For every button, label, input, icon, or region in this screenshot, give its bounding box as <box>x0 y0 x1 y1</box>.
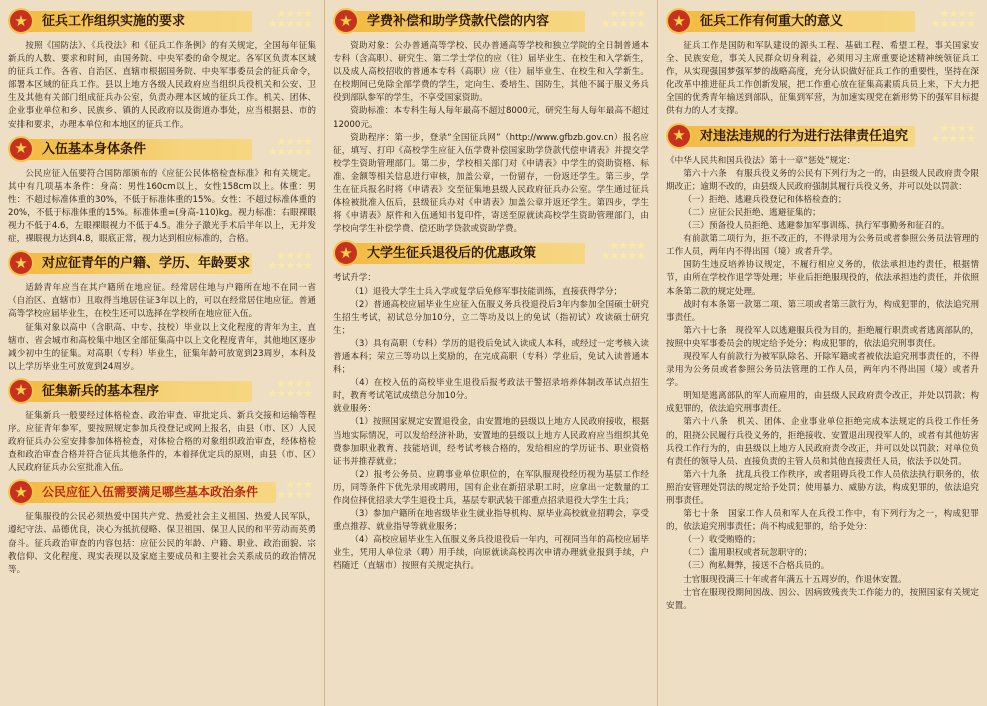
paragraph: 考试升学： <box>333 273 376 284</box>
paragraph: 《中华人民共和国兵役法》第十一章“惩处”规定： <box>666 155 856 166</box>
paragraph: 士官在服现役期间因战、因公、因病致残丧失工作能力的，按照国家有关规定安置。 <box>666 587 979 611</box>
section-tuition-compensation <box>333 8 649 236</box>
paragraph: （三）徇私舞弊，接送不合格兵员的。 <box>683 561 830 572</box>
paragraph: 征集服役的公民必须热爱中国共产党、热爱社会主义祖国、热爱人民军队，遵纪守法、品德优良，决心为抵抗侵略、保卫祖国、保卫人民的和平劳动而英勇奋斗。征兵政治审查的内容包括：应征公民的年龄、户籍、职业、政治面貌、宗教信仰、文化程度、现实表现以及家庭主要成员和主要社会关系成员的政治情况等。 <box>8 512 316 575</box>
paragraph: （三）预备役人员拒绝、逃避参加军事训练、执行军事勤务和征召的。 <box>683 221 950 232</box>
paragraph: 国防生违反培养协议规定，不履行相应义务的，依法承担违约责任，根据情节，由所在学校作退学等处理；毕业后拒绝服现役的，依法承担违约责任，并依照本条第二款的规定处理。 <box>666 260 979 297</box>
section-recruitment-requirements <box>8 8 316 132</box>
section-veteran-benefits <box>333 240 649 573</box>
star-icon: ★ <box>333 240 359 266</box>
paragraph: 资助程序：第一步，登录“全国征兵网”（http://www.gfbzb.gov.cn）报名应征，填写、打印《高校学生应征入伍学费补偿国家助学贷款代偿申请表》并提交学校学生资助管理部门。第二步，学校相关部门对《申请表》中学生的资助资格、标准、金额等相关信息进行审核，加盖公章，一份留存，一份返还学生。第三步，学生在征兵报名时将《申请表》交至征集地县级人民政府征兵办公室。学生通过征兵体检被批准入伍后，县级征兵办对《申请表》加盖公章并返还学生。第四步，学生将《申请表》原件和入伍通知书复印件，寄送至原就读高校学生资助管理部门，由学校向学生补偿学费、偿还助学贷款或资助学费。 <box>333 132 649 235</box>
paragraph: （二）滥用职权或者玩忽职守的； <box>683 548 813 559</box>
section-title: 对违法违规的行为进行法律责任追究 <box>700 128 909 144</box>
paragraph: （4）在校入伍的高校毕业生退役后报考政法干警招录培养体制改革试点招生时，教育考试笔试成绩总分加10分。 <box>333 378 649 402</box>
paragraph: （2）报考公务员、应聘事业单位职位的，在军队服现役经历视为基层工作经历，同等条件下优先录用或聘用，国有企业在新招录职工时，应拿出一定数量的工作岗位择优招录大学生退役士兵，基层专职武装干部重点招录退役大学生士兵； <box>333 469 649 506</box>
paragraph: （4）高校应届毕业生入伍服义务兵役退役后一年内，可视同当年的高校应届毕业生，凭用人单位录（聘）用手续，向原就读高校再次申请办理就业报到手续，户档随迁（直辖市）按照有关规定执行。 <box>333 535 649 572</box>
paragraph: （1）按照国家规定安置退役金，由安置地的县级以上地方人民政府接收，根据当地实际情况，可以发给经济补助，安置地的县级以上地方人民政府应当组织其免费参加职业教育、技能培训，经考试考核合格的，发给相应的学历证书、职业资格证书并推荐就业； <box>333 417 649 467</box>
star-icon: ★ <box>333 8 359 34</box>
stars-decoration-icon: ★★★★ ★★★★★ <box>930 7 975 30</box>
paragraph: 就业服务： <box>333 404 376 415</box>
stars-decoration-icon: ★★★★ ★★★★★ <box>267 249 312 273</box>
section-header <box>333 8 649 35</box>
paragraph: （2）普通高校应届毕业生应征入伍服义务兵役退役后3年内参加全国硕士研究生招生考试，初试总分加10分，立二等功及以上的免试（指初试）攻读硕士研究生； <box>333 299 649 336</box>
paragraph: 士官服现役满三十年或者年满五十五周岁的，作退休安置。 <box>683 574 907 585</box>
section-header <box>8 250 316 277</box>
section-title: 征集新兵的基本程序 <box>42 383 160 399</box>
paragraph: 按照《国防法》、《兵役法》和《征兵工作条例》的有关规定，全国每年征集新兵的人数、要求和时间，由国务院、中央军委的命令规定。各军区负责本区域的征兵工作。各省、自治区、直辖市根据国务院、中央军事委员会的征兵命令，部署本区域的征兵工作。县以上地方各级人民政府应当组织兵役机关和公安、卫生及其他有关部门组成征兵办公室，负责办理本区域的征兵工作。机关、团体、企业事业单位和乡、民族乡、镇的人民政府以及街道办事处，应当根据县、市的安排和要求，办理本单位和本地区的征兵工作。 <box>8 41 316 130</box>
paragraph: （二）应征公民拒绝、逃避征集的； <box>683 207 821 218</box>
section-title: 入伍基本身体条件 <box>42 141 147 157</box>
paragraph: （3）参加户籍所在地省级毕业生就业指导机构、原毕业高校就业招聘会，享受重点推荐、就业指导等就业服务； <box>333 509 649 533</box>
paragraph: 征兵工作是国防和军队建设的源头工程、基础工程、希望工程，事关国家安全、民族安危，事关人民群众切身利益，必须用习主席重要论述精神统领征兵工作，从实现强国梦强军梦的战略高度，充分认识做好征兵工作的重要性，坚持在深化改革中推进征兵工作创新发展，把工作重心放在征集高素质兵员上来，下大力把全国的优秀青年输送到部队，征集到军营，为加速实现党在新形势下的强军目标提供有力的人才支撑。 <box>666 41 979 117</box>
paragraph: 征集新兵一般要经过体格检查、政治审查、审批定兵、新兵交接和运输等程序。应征青年参军，要按照规定参加兵役登记或网上报名，由县（市、区）人民政府征兵办公室安排参加体格检查，对体检合格的对象组织政治审查，经体格检查和政治审查合格并符合征兵其他条件的，本着择优定兵的原则，由县（市、区）人民政府征兵办公室批准入伍。 <box>8 410 316 474</box>
paragraph: （一）拒绝、逃避兵役登记和体格检查的； <box>683 194 847 205</box>
paragraph: 适龄青年应当在其户籍所在地应征。经常居住地与户籍所在地不在同一省（自治区、直辖市）且取得当地居住证3年以上的，可以在经常居住地应征。普通高等学校应届毕业生，在校生还可以选择在学校所在地应征入伍。 <box>8 283 316 320</box>
star-icon: ★ <box>666 123 692 149</box>
column-3 <box>658 0 987 706</box>
section-header <box>8 479 316 506</box>
paragraph: 战时有本条第一款第二项、第三项或者第三款行为，构成犯罪的，依法追究刑事责任。 <box>666 299 979 323</box>
paragraph: 资助对象：公办普通高等学校、民办普通高等学校和独立学院的全日制普通本专科（含高职）、研究生、第二学士学位的应（往）届毕业生、在校生和入学新生，以及成人高校招收的普通本专科（高职）应（往）届毕业生、在校生和入学新生。在校期间已免除全部学费的学生，定向生、委培生、国防生，其他不属于服义务兵役到部队参军的学生，不享受国家资助。 <box>333 41 649 104</box>
stars-decoration-icon: ★★★★ ★★★★★ <box>267 134 312 158</box>
section-title: 公民应征入伍需要满足哪些基本政治条件 <box>42 485 259 500</box>
section-header <box>666 8 979 35</box>
stars-decoration-icon: ★★★★ ★★★★★ <box>600 239 645 263</box>
stars-decoration-icon: ★★★★ ★★★★★ <box>267 7 312 30</box>
paragraph: 第七十条 国家工作人员和军人在兵役工作中，有下列行为之一，构成犯罪的，依法追究刑事责任；尚不构成犯罪的，给予处分： <box>666 509 979 533</box>
stars-decoration-icon: ★★★ ★★★★ <box>276 478 312 502</box>
paragraph: 现役军人有前款行为被军队除名、开除军籍或者被依法追究刑事责任的，不得录用为公务员或者参照公务员法管理的工作人员，两年内不得出国（境）或者升学。 <box>666 351 979 389</box>
section-physical-conditions <box>8 136 316 247</box>
paragraph: （1）退役大学生士兵入学或复学后免修军事技能训练，直接获得学分； <box>350 286 623 297</box>
section-title: 大学生征兵退役后的优惠政策 <box>367 246 537 262</box>
section-header <box>666 123 979 150</box>
section-title: 学费补偿和助学贷款代偿的内容 <box>367 14 550 29</box>
star-icon: ★ <box>666 8 692 34</box>
paragraph: 明知是逃离部队的军人而雇用的，由县级人民政府责令改正，并处以罚款；构成犯罪的，依法追究刑事责任。 <box>666 391 979 415</box>
section-header <box>8 378 316 405</box>
section-basic-procedure <box>8 378 316 475</box>
section-significance <box>666 8 979 119</box>
star-icon: ★ <box>8 378 34 404</box>
section-header <box>8 8 316 35</box>
star-icon: ★ <box>8 136 34 162</box>
paragraph: 资助标准：本专科生每人每年最高不超过8000元，研究生每人每年最高不超过12000元。 <box>333 106 649 130</box>
star-icon: ★ <box>8 479 34 505</box>
column-2 <box>325 0 658 706</box>
stars-decoration-icon: ★★★★ ★★★★★ <box>267 376 312 400</box>
section-legal-liability <box>666 123 979 613</box>
star-icon: ★ <box>8 8 34 34</box>
paragraph: （一）收受贿赂的； <box>683 535 761 546</box>
stars-decoration-icon: ★★★★ ★★★★★ <box>600 7 645 30</box>
paragraph: 第六十八条 机关、团体、企业事业单位拒绝完成本法规定的兵役工作任务的，阻挠公民履行兵役义务的，拒绝接收、安置退出现役军人的，或者有其他妨害兵役工作行为的，由县级以上地方人民政府责令改正，并可以处以罚款；对单位负有责任的领导人员、直接负责的主管人员和其他直接责任人员，依法予以处罚。 <box>666 417 979 467</box>
paragraph: 征集对象以高中（含职高、中专、技校）毕业以上文化程度的青年为主，直辖市、省会城市和高校集中地区全部征集高中以上文化程度青年，其他地区逐步减少初中生的征集。对高职（专科）毕业生，征集年龄可放宽到23周岁，本科及以上学历毕业生可放宽到24周岁。 <box>8 322 316 372</box>
section-header <box>8 136 316 163</box>
section-political-conditions <box>8 479 316 576</box>
column-1 <box>0 0 325 706</box>
paragraph: 有前款第二项行为，拒不改正的，不得录用为公务员或者参照公务员法管理的工作人员，两年内不得出国（境）或者升学。 <box>666 234 979 258</box>
paragraph: 第六十九条 扰乱兵役工作秩序，或者阻碍兵役工作人员依法执行职务的，依照治安管理处罚法的规定给予处罚；使用暴力、威胁方法，构成犯罪的，依法追究刑事责任。 <box>666 469 979 506</box>
paragraph: 公民应征入伍要符合国防部颁布的《应征公民体格检查标准》和有关规定。其中有几项基本条件：身高：男性160cm以上，女性158cm以上。体重：男性：不超过标准体重的30%，不低于标准体重的15%。女性：不超过标准体重的20%，不低于标准体重的15%。标准体重=(身高-110)kg。视力标准：右眼裸眼视力不低于4.6，左眼裸眼视力不低于4.5。准分子激光手术后半年以上，无并发症，裸眼视力达到4.8，眼底正常，视力达到相应标准的，合格。 <box>8 168 316 245</box>
paragraph: 第六十七条 现役军人以逃避服兵役为目的，拒绝履行职责或者逃离部队的，按照中央军事委员会的规定给予处分；构成犯罪的，依法追究刑事责任。 <box>666 325 979 349</box>
paragraph: 第六十六条 有服兵役义务的公民有下列行为之一的，由县级人民政府责令限期改正；逾期不改的，由县级人民政府强制其履行兵役义务，并可以处以罚款： <box>666 168 979 192</box>
section-title: 对应征青年的户籍、学历、年龄要求 <box>42 256 251 272</box>
star-icon: ★ <box>8 250 34 276</box>
paragraph: （3）具有高职（专科）学历的退役后免试入读成人本科，或经过一定考核入读普通本科；荣立三等功以上奖励的，在完成高职（专科）学业后，免试入读普通本科； <box>333 338 649 376</box>
section-header <box>333 240 649 267</box>
section-title: 征兵工作有何重大的意义 <box>700 14 844 29</box>
section-title: 征兵工作组织实施的要求 <box>42 14 186 29</box>
stars-decoration-icon: ★★★★ ★★★★★ <box>930 121 975 145</box>
section-residence-education-age <box>8 250 316 374</box>
